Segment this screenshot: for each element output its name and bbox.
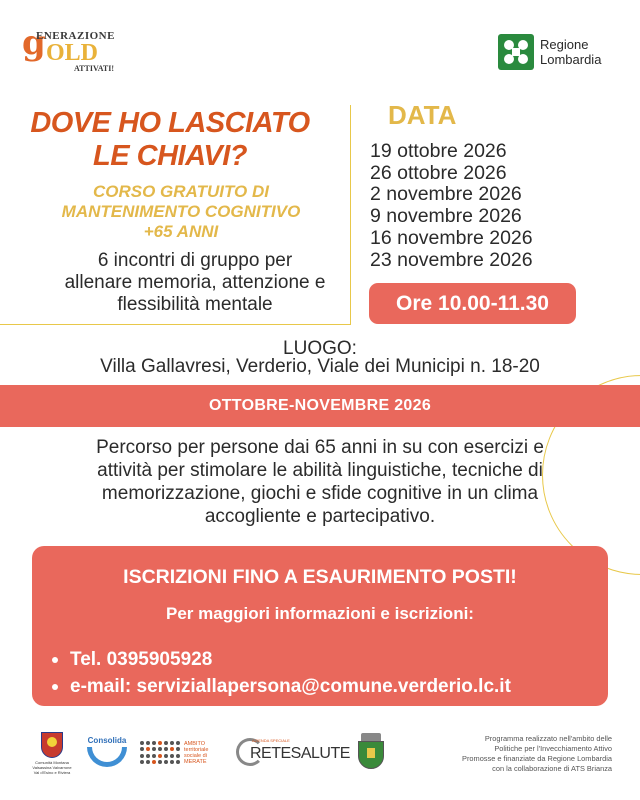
note-line4: con la collaborazione di ATS Brianza <box>492 764 612 773</box>
course-description <box>0 250 390 316</box>
subtitle-line3: +65 ANNI <box>143 222 219 241</box>
ambito-line2: territoriale <box>184 747 209 753</box>
coat-of-arms-icon <box>41 732 63 758</box>
date-item: 2 novembre 2026 <box>370 183 522 206</box>
ambito-merate-logo <box>140 738 220 768</box>
description-line2: allenare memoria, attenzione e <box>64 272 326 293</box>
logo-line3: ATTIVATI! <box>74 64 115 73</box>
note-line1: Programma realizzato nell'ambito delle <box>484 734 612 743</box>
course-paragraph <box>60 436 580 528</box>
ambito-line4: MERATE <box>184 759 207 765</box>
subtitle-line2: MANTENIMENTO COGNITIVO <box>61 202 301 221</box>
regione-line2: Lombardia <box>540 52 602 67</box>
retesalute-small: AZIENDA SPECIALE <box>252 738 290 743</box>
page-title <box>0 107 340 173</box>
title-line2: LE CHIAVI? <box>93 140 247 172</box>
location-label: LUOGO: <box>283 338 357 359</box>
date-item: 23 novembre 2026 <box>370 248 533 271</box>
generazione-gold-logo <box>22 23 122 76</box>
registration-box <box>32 546 608 706</box>
regione-lombardia-icon <box>498 34 534 70</box>
subtitle-line1: CORSO GRATUITO DI <box>93 182 269 201</box>
date-item: 26 ottobre 2026 <box>370 161 507 184</box>
date-item: 19 ottobre 2026 <box>370 140 507 162</box>
regione-line1: Regione <box>540 37 589 52</box>
note-line3: Promosse e finanziate da Regione Lombardia <box>462 754 612 763</box>
contact-phone[interactable] <box>52 646 511 673</box>
crown-icon <box>361 733 381 741</box>
ambito-line1: AMBITO <box>184 741 205 747</box>
description-line1: 6 incontri di gruppo per <box>97 250 293 271</box>
period-band-text: OTTOBRE-NOVEMBRE 2026 <box>208 397 432 414</box>
registration-title: ISCRIZIONI FINO A ESAURIMENTO POSTI! <box>123 566 517 588</box>
date-item: 9 novembre 2026 <box>370 205 522 228</box>
comunita-montana-caption: Comunità Montana Valsassina Valvarrone Val d'Esino e Riviera <box>32 760 72 775</box>
location-address: Villa Gallavresi, Verderio, Viale dei Municipi n. 18-20 <box>100 356 540 377</box>
title-line1: DOVE HO LASCIATO <box>30 107 310 139</box>
description-line3: flessibilità mentale <box>117 294 273 315</box>
logo-initial: g <box>22 23 46 63</box>
crest-shield-icon <box>358 741 384 769</box>
email-text: e-mail: serviziallapersona@comune.verderio.lc.it <box>70 676 511 697</box>
paragraph-line3: memorizzazione, giochi e sfide cognitive in un clima <box>101 483 539 504</box>
logo-line1: ENERAZIONE <box>36 30 115 42</box>
consolida-label: Consolida <box>87 736 127 745</box>
paragraph-line1: Percorso per persone dai 65 anni in su con esercizi e <box>96 437 544 458</box>
registration-subtitle: Per maggiori informazioni e iscrizioni: <box>166 604 474 623</box>
phone-text: Tel. 0395905928 <box>70 649 213 670</box>
date-item: 16 novembre 2026 <box>370 226 533 249</box>
regione-lombardia-logo <box>498 34 601 70</box>
bullet-icon <box>52 657 58 663</box>
paragraph-line4: accogliente e partecipativo. <box>204 506 436 527</box>
footer-note <box>440 734 612 774</box>
contact-email[interactable] <box>52 673 511 700</box>
paragraph-line2: attività per stimolare le abilità linguistiche, tecniche di <box>97 460 543 481</box>
data-heading: DATA <box>388 100 457 130</box>
date-list <box>370 141 533 271</box>
note-line2: Politiche per l'Invecchiamento Attivo <box>494 744 612 753</box>
logo-line2: OLD <box>46 40 99 66</box>
course-subtitle <box>0 182 362 242</box>
verderio-crest-logo <box>356 733 386 773</box>
time-badge: Ore 10.00-11.30 <box>369 283 576 324</box>
bullet-icon <box>52 684 58 690</box>
retesalute-logo <box>236 736 350 772</box>
ambito-line3: sociale di <box>184 753 207 759</box>
comunita-montana-logo <box>32 732 72 775</box>
consolida-arc-icon <box>87 747 127 767</box>
retesalute-text: RETESALUTE <box>250 745 350 762</box>
dot-grid-icon <box>140 741 180 765</box>
consolida-logo <box>80 736 134 776</box>
contact-list <box>52 646 511 700</box>
